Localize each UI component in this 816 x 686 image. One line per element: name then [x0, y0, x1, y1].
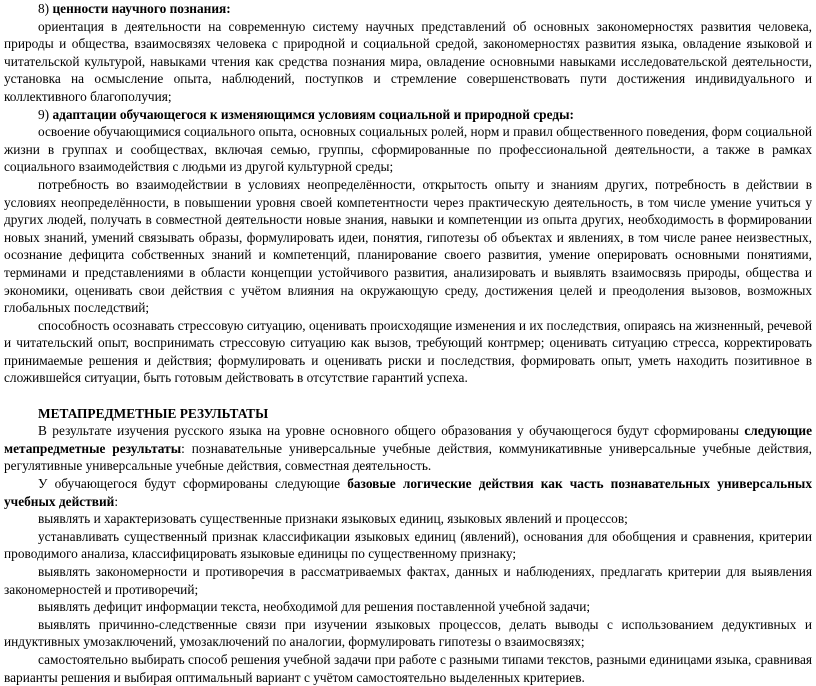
meta-intro-paragraph [4, 422, 812, 475]
logic-action-item: выявлять дефицит информации текста, необходимой для решения поставленной учебной задачи; [38, 599, 591, 615]
section-8-paragraph: ориентация в деятельности на современную систему научных представлений об основных закономерностях развития человека, природы и общества, взаимосвязях человека с природной и социальной средой, закономерностях развития языка, овладение языковой и читательской культурой, навыками чтения как средства познания мира, овладение основными навыками исследовательской деятельности, установка на осмысление опыта, наблюдений, поступков и стремление совершенствовать пути достижения индивидуального и коллективного благополучия; [4, 18, 812, 104]
logic-actions-bold: базовые логические действия как часть познавательных универсальных учебных действий [4, 476, 812, 509]
section-9-heading [4, 106, 812, 124]
logic-action-item: самостоятельно выбирать способ решения учебной задачи при работе с разными типами текстов, разными единицами языка, сравнивая варианты решения и выбирая оптимальный вариант с учётом самостоятельно выделенных критериев. [4, 651, 812, 685]
meta-intro-start: В результате изучения русского языка на уровне основного общего образования у обучающегося будут сформированы [38, 423, 745, 439]
logic-actions-paragraph [4, 475, 812, 510]
section-9-paragraph: потребность во взаимодействии в условиях неопределённости, открытость опыту и знаниям других, потребность в действии в условиях неопределённости, в повышении уровня своей компетентности через практическую деятельность, в том числе умение учиться у других людей, получать в совместной деятельности новые знания, навыки и компетенции из опыта других, необходимость в формировании новых знаний, умений связывать образы, формулировать идеи, понятия, гипотезы об объектах и явлениях, в том числе ранее неизвестных, осознание дефицита собственных знаний и компетенций, планирование своего развития, умение оперировать основными понятиями, терминами и представлениями в области концепции устойчивого развития, анализировать и выявлять взаимосвязь природы, общества и экономики, оценивать свои действия с учётом влияния на окружающую среду, достижения целей и преодоления вызовов, возможных глобальных последствий; [4, 176, 812, 316]
logic-action-item: выявлять и характеризовать существенные признаки языковых единиц, языковых явлений и процессов; [38, 511, 628, 527]
section-9-paragraph: способность осознавать стрессовую ситуацию, оценивать происходящие изменения и их последствия, опираясь на жизненный, речевой и читательский опыт, воспринимать стрессовую ситуацию как вызов, требующий контрмер; оценивать ситуацию стресса, корректировать принимаемые решения и действия; формулировать и оценивать риски и последствия, формировать опыт, уметь находить позитивное в сложившейся ситуации, быть готовым действовать в отсутствие гарантий успеха. [4, 317, 812, 386]
section-8-number: 8) [38, 1, 53, 16]
logic-action-item: устанавливать существенный признак классификации языковых единиц (явлений), основания для обобщения и сравнения, критерии проводимого анализа, классифицировать языковые единицы по существенному признаку; [4, 528, 812, 562]
section-9-paragraph: освоение обучающимися социального опыта, основных социальных ролей, норм и правил общественного поведения, форм социальной жизни в группах и сообществах, включая семью, группы, сформированные по профессиональной деятельности, а также в рамках социального взаимодействия с людьми из другой культурной среды; [4, 124, 813, 175]
section-9-title: адаптации обучающегося к изменяющимся условиям социальной и природной среды: [52, 106, 574, 122]
logic-action-item: выявлять закономерности и противоречия в рассматриваемых фактах, данных и наблюдениях, предлагать критерии для выявления закономерностей и противоречий; [4, 564, 812, 597]
meta-intro-end: : познавательные универсальные учебные действия, коммуникативные универсальные учебные действия, регулятивные универсальные учебные действия, совместная деятельность. [4, 440, 812, 474]
meta-intro-bold: следующие метапредметные результаты [4, 423, 812, 456]
section-8-title: ценности научного познания: [52, 1, 231, 16]
section-9-number: 9) [38, 106, 53, 122]
section-8-heading [4, 0, 812, 18]
logic-action-item: выявлять причинно-следственные связи при изучении языковых процессов, делать выводы с использованием дедуктивных и индуктивных умозаключений, умозаключений по аналогии, формулировать гипотезы о взаимосвязях; [4, 616, 812, 650]
blank-line [4, 387, 812, 405]
meta-results-heading: МЕТАПРЕДМЕТНЫЕ РЕЗУЛЬТАТЫ [38, 405, 269, 421]
logic-actions-end: : [114, 493, 119, 509]
logic-actions-start: У обучающегося будут сформированы следующие [38, 476, 348, 492]
document-page [4, 0, 812, 686]
